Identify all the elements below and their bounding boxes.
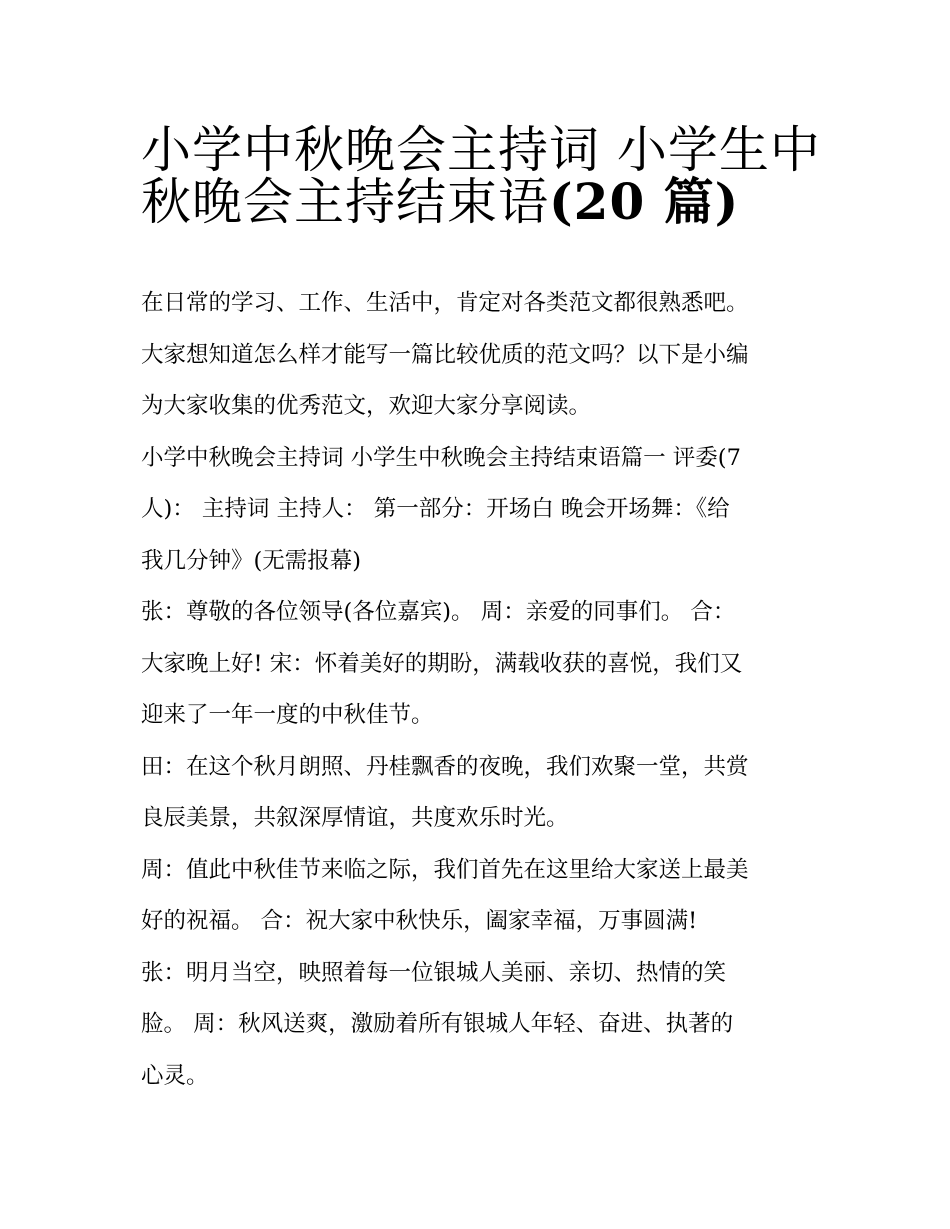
paragraph-line: 迎来了一年一度的中秋佳节。 [141,702,434,728]
title-line: 小学中秋晚会主持词 小学生中 [141,121,821,179]
paragraph-line: 张：尊敬的各位领导(各位嘉宾)。 周：亲爱的同事们。 合： [141,599,736,625]
title-line-count: (20 篇) [549,171,740,231]
paragraph-tian [141,742,821,845]
paragraph-line: 人)： 主持词 主持人： 第一部分：开场白 晚会开场舞：《给 [141,496,730,522]
paragraph-line: 大家晚上好! 宋：怀着美好的期盼，满载收获的喜悦，我们又 [141,650,743,677]
paragraph-zhou-blessing [141,845,821,948]
paragraph-opening-greeting [141,587,821,742]
paragraph-line: 良辰美景，共叙深厚情谊，共度欢乐时光。 [141,805,569,831]
title-line-text: 秋晚会主持结束语 [141,172,549,231]
paragraph-line: 心灵。 [141,1062,209,1089]
title-line [141,164,821,231]
paragraph-line: 小学中秋晚会主持词 小学生中秋晚会主持结束语篇一 评委(7 [141,444,741,471]
paragraph-line: 周：值此中秋佳节来临之际，我们首先在这里给大家送上最美 [141,856,749,883]
paragraph-section-one-heading [141,433,821,588]
paragraph-line: 脸。 周：秋风送爽，激励着所有银城人年轻、奋进、执著的 [141,1011,734,1037]
paragraph-line: 田：在这个秋月朗照、丹桂飘香的夜晚，我们欢聚一堂，共赏 [141,753,749,780]
document-body [141,278,821,1102]
paragraph-line: 为大家收集的优秀范文，欢迎大家分享阅读。 [141,393,592,419]
paragraph-line: 我几分钟》(无需报幕) [141,547,362,574]
paragraph-intro [141,278,821,433]
paragraph-line: 好的祝福。 合：祝大家中秋快乐，阖家幸福，万事圆满! [141,908,698,934]
document-title [141,112,821,231]
paragraph-line: 在日常的学习、工作、生活中，肯定对各类范文都很熟悉吧。 [141,290,749,316]
paragraph-line: 大家想知道怎么样才能写一篇比较优质的范文吗？以下是小编 [141,341,749,368]
paragraph-line: 张：明月当空，映照着每一位银城人美丽、亲切、热情的笑 [141,959,727,986]
paragraph-zhang-moon [141,948,821,1103]
